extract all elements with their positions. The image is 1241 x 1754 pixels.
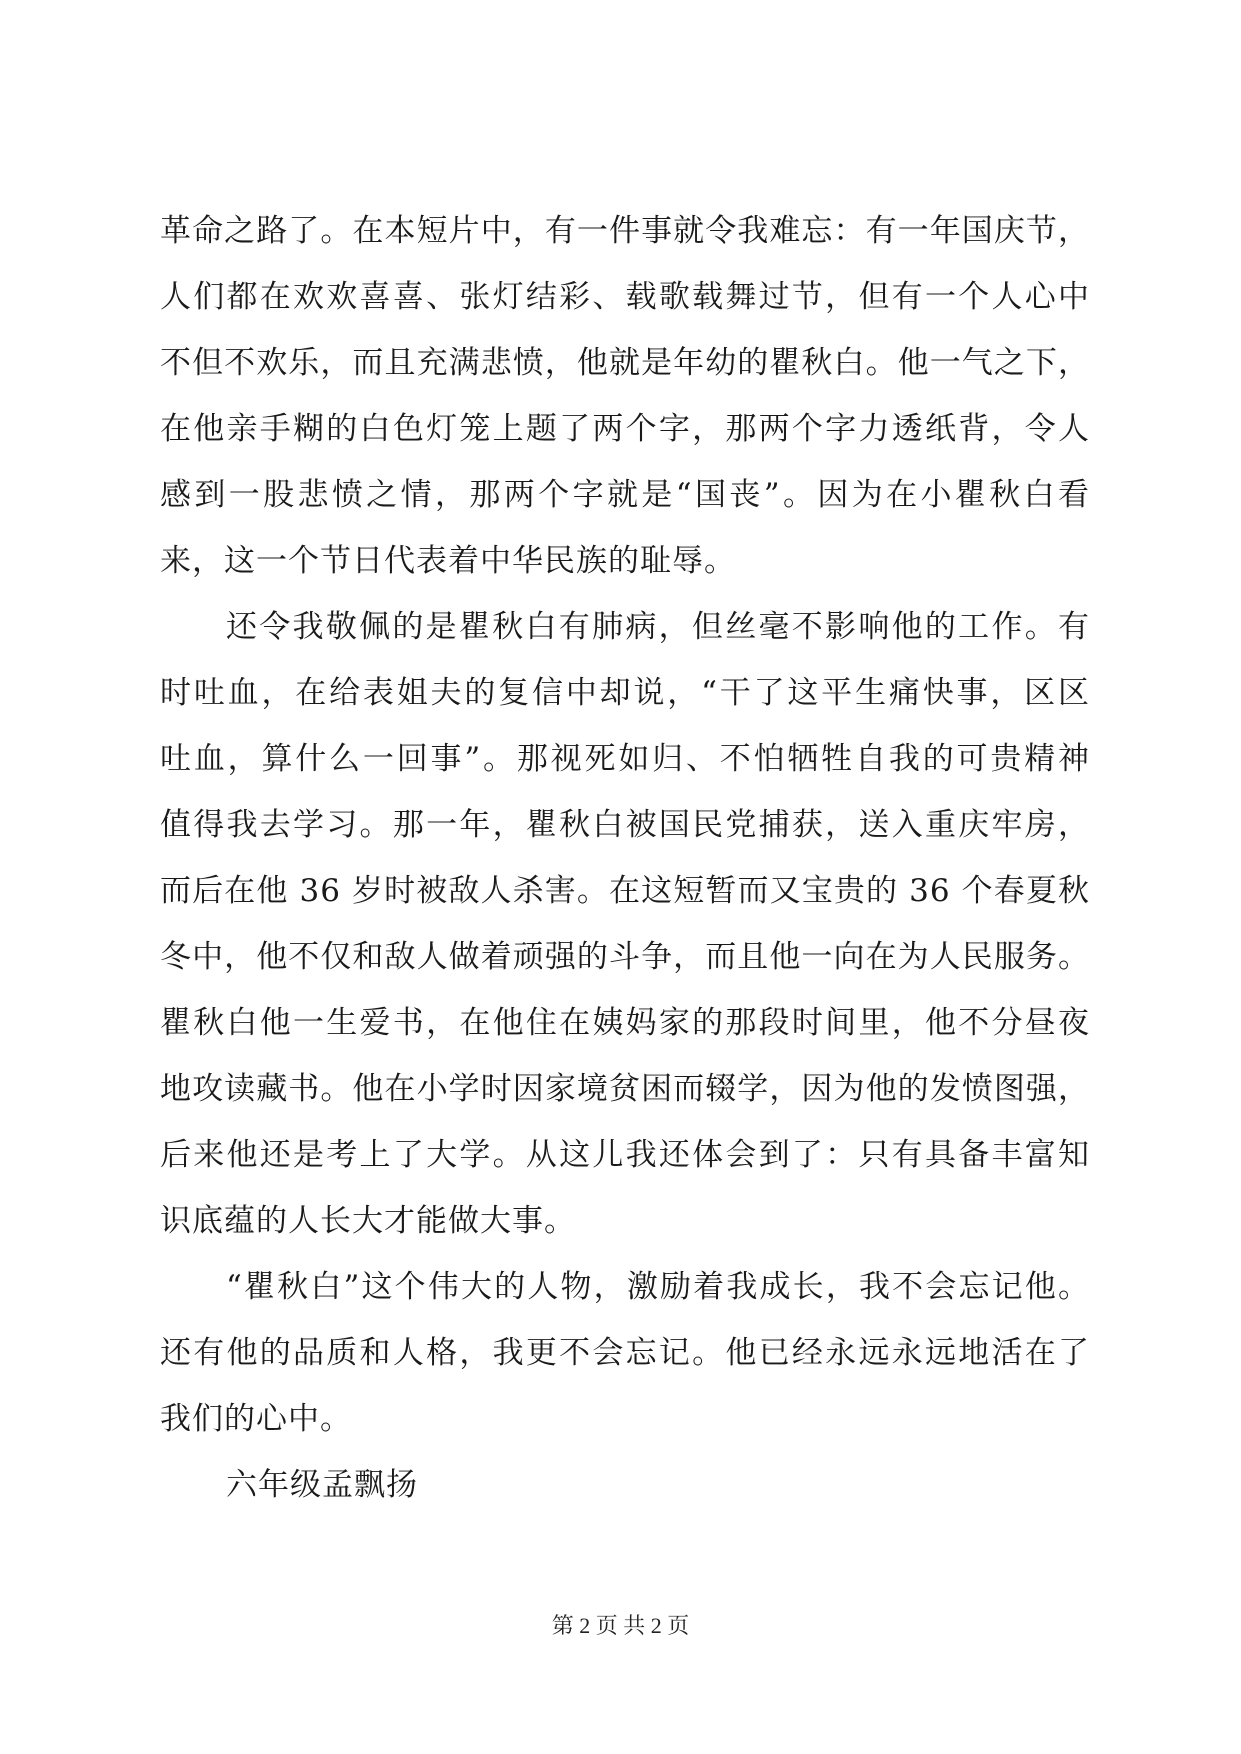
- text-line: 冬中，他不仅和敌人做着顽强的斗争，而且他一向在为人民服务。: [160, 939, 1090, 975]
- text-line: 值得我去学习。那一年，瞿秋白被国民党捕获，送入重庆牢房，: [160, 807, 1090, 843]
- text-line: 识底蕴的人长大才能做大事。: [160, 1203, 576, 1239]
- text-line: 而后在他 36 岁时被敌人杀害。在这短暂而又宝贵的 36 个春夏秋: [160, 873, 1090, 909]
- text-line: “瞿秋白”这个伟大的人物，激励着我成长，我不会忘记他。: [226, 1269, 1090, 1305]
- text-line: 不但不欢乐，而且充满悲愤，他就是年幼的瞿秋白。他一气之下，: [160, 345, 1090, 381]
- page-number-footer: 第 2 页 共 2 页: [551, 1613, 690, 1638]
- text-line: 来，这一个节日代表着中华民族的耻辱。: [160, 543, 736, 579]
- text-line: 在他亲手糊的白色灯笼上题了两个字，那两个字力透纸背，令人: [160, 411, 1090, 447]
- text-line: 吐血，算什么一回事”。那视死如归、不怕牺牲自我的可贵精神: [160, 741, 1090, 777]
- text-line: 还有他的品质和人格，我更不会忘记。他已经永远永远地活在了: [160, 1335, 1090, 1371]
- text-line: 地攻读藏书。他在小学时因家境贫困而辍学，因为他的发愤图强，: [160, 1071, 1090, 1107]
- text-line: 人们都在欢欢喜喜、张灯结彩、载歌载舞过节，但有一个人心中: [160, 279, 1090, 315]
- text-line: 革命之路了。在本短片中，有一件事就令我难忘：有一年国庆节，: [160, 213, 1090, 249]
- text-line: 后来他还是考上了大学。从这儿我还体会到了：只有具备丰富知: [160, 1137, 1090, 1173]
- text-line: 瞿秋白他一生爱书，在他住在姨妈家的那段时间里，他不分昼夜: [160, 1005, 1090, 1041]
- text-line: 感到一股悲愤之情，那两个字就是“国丧”。因为在小瞿秋白看: [160, 477, 1090, 513]
- text-line: 还令我敬佩的是瞿秋白有肺病，但丝毫不影响他的工作。有: [226, 609, 1090, 645]
- author-signature: 六年级孟飘扬: [226, 1467, 418, 1503]
- text-line: 时吐血，在给表姐夫的复信中却说，“干了这平生痛快事，区区: [160, 675, 1090, 711]
- body-text: [160, 198, 1090, 1518]
- text-line: 我们的心中。: [160, 1401, 352, 1437]
